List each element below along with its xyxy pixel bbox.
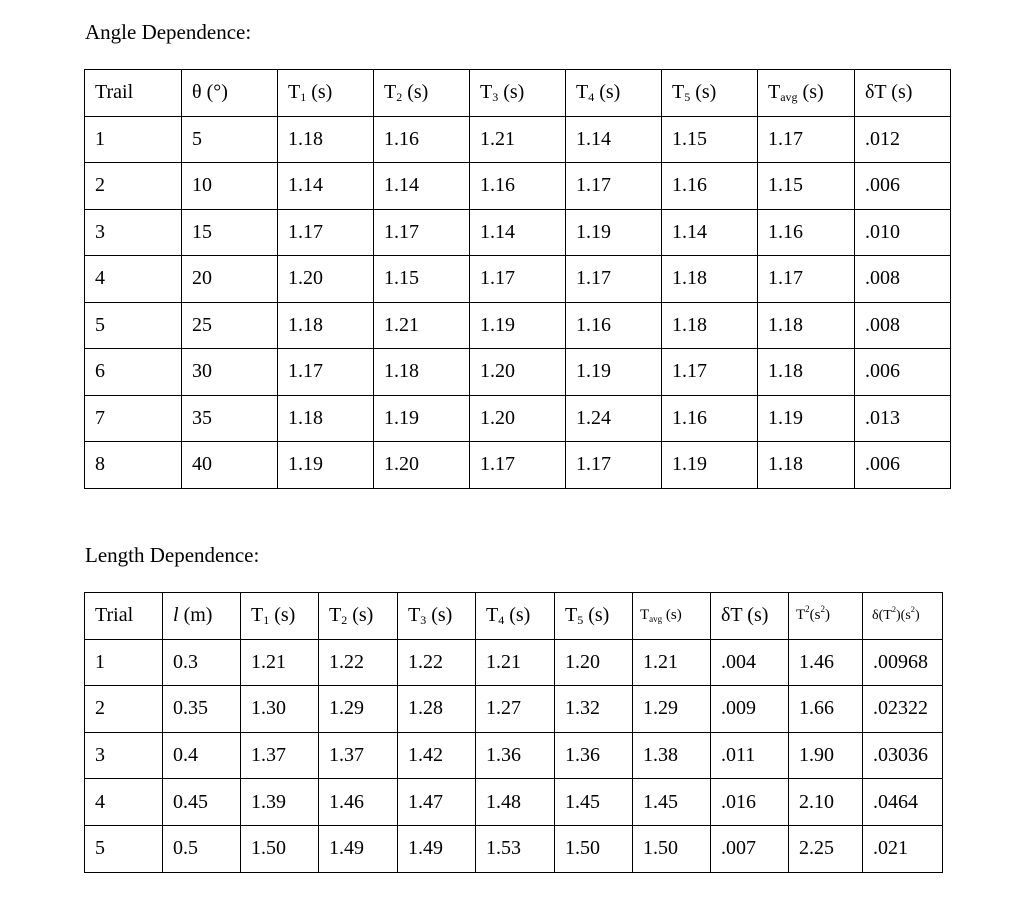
header-superscript: 2 [805, 604, 810, 615]
table-cell: 1.19 [566, 349, 662, 396]
table-cell: 1.45 [633, 779, 711, 826]
header-unit: (s) [347, 604, 374, 627]
table-row [85, 686, 943, 733]
table-cell: 1.20 [470, 349, 566, 396]
header-subscript: 5 [684, 90, 691, 105]
table-cell: 1.19 [662, 442, 758, 489]
table-cell: 1.37 [241, 732, 319, 779]
header-text: T [480, 81, 493, 104]
table-row [85, 779, 943, 826]
table-cell: 1.19 [566, 209, 662, 256]
column-header [319, 593, 398, 640]
table-cell: 1.29 [319, 686, 398, 733]
table-cell: .006 [855, 163, 951, 210]
table-cell: 1.18 [278, 116, 374, 163]
table-cell: 1.46 [789, 639, 863, 686]
header-text: T [408, 604, 421, 627]
table-cell: 10 [182, 163, 278, 210]
column-header [241, 593, 319, 640]
length-dependence-table [84, 592, 943, 873]
table-row [85, 732, 943, 779]
table-cell: 1.42 [398, 732, 476, 779]
column-header [555, 593, 633, 640]
header-subscript: avg [649, 614, 663, 625]
table-row [85, 302, 951, 349]
table-cell: 1.46 [319, 779, 398, 826]
table-row [85, 209, 951, 256]
column-header [85, 593, 163, 640]
table-cell: 1.14 [662, 209, 758, 256]
header-text: (s [809, 607, 821, 624]
column-header [855, 70, 951, 117]
table-cell: 1 [85, 116, 182, 163]
table-cell: 1.16 [374, 116, 470, 163]
header-text: δ(T [872, 607, 892, 623]
header-symbol: l [173, 604, 179, 627]
table-cell: 20 [182, 256, 278, 303]
table-cell: 1.39 [241, 779, 319, 826]
angle-header-row [85, 70, 951, 117]
angle-dependence-title: Angle Dependence: [85, 20, 252, 44]
table-cell: 1.17 [566, 256, 662, 303]
column-header [374, 70, 470, 117]
table-cell: 1.21 [476, 639, 555, 686]
table-cell: 1.20 [374, 442, 470, 489]
table-cell: 1.16 [662, 163, 758, 210]
table-row [85, 163, 951, 210]
table-cell: 1.15 [758, 163, 855, 210]
header-unit: ) [914, 607, 920, 623]
header-unit: (s) [504, 604, 531, 627]
table-cell: 1.18 [278, 395, 374, 442]
column-header [633, 593, 711, 640]
header-text: T [768, 81, 781, 104]
table-cell: 1.14 [374, 163, 470, 210]
header-text: δT (s) [865, 81, 913, 104]
column-header [711, 593, 789, 640]
table-cell: 1.19 [278, 442, 374, 489]
header-subscript: 3 [492, 90, 499, 105]
table-cell: 3 [85, 732, 163, 779]
header-superscript: 2 [910, 604, 915, 614]
header-text: T [640, 607, 650, 624]
column-header [398, 593, 476, 640]
table-cell: 1.90 [789, 732, 863, 779]
table-cell: 1.16 [662, 395, 758, 442]
header-subscript: 4 [498, 613, 505, 628]
table-cell: 1.18 [662, 256, 758, 303]
column-header [163, 593, 241, 640]
table-cell: 1.18 [374, 349, 470, 396]
header-text: T [486, 604, 499, 627]
header-subscript: 5 [577, 613, 584, 628]
table-cell: 1.19 [374, 395, 470, 442]
table-cell: 1.45 [555, 779, 633, 826]
table-cell: 5 [85, 302, 182, 349]
table-cell: 1.36 [555, 732, 633, 779]
header-unit: (s) [402, 81, 429, 104]
table-cell: .00968 [863, 639, 943, 686]
header-text: Trial [95, 604, 134, 627]
table-cell: 4 [85, 256, 182, 303]
header-unit: (s) [594, 81, 621, 104]
angle-table-body [85, 116, 951, 488]
column-header [758, 70, 855, 117]
table-cell: 1.15 [374, 256, 470, 303]
table-cell: 1.37 [319, 732, 398, 779]
header-subscript: 3 [420, 613, 427, 628]
table-cell: 1.14 [566, 116, 662, 163]
table-cell: 1.17 [278, 209, 374, 256]
header-text: )(s [896, 607, 911, 623]
table-cell: .021 [863, 825, 943, 872]
column-header [662, 70, 758, 117]
table-cell: 2.10 [789, 779, 863, 826]
header-text: T [796, 607, 806, 624]
header-unit: (s) [690, 81, 717, 104]
table-cell: 1.24 [566, 395, 662, 442]
length-dependence-title: Length Dependence: [85, 543, 260, 567]
table-cell: .016 [711, 779, 789, 826]
header-subscript: 4 [588, 90, 595, 105]
table-cell: 1.14 [278, 163, 374, 210]
column-header [566, 70, 662, 117]
table-cell: 1.19 [470, 302, 566, 349]
table-cell: 1.28 [398, 686, 476, 733]
table-cell: 1.18 [278, 302, 374, 349]
table-cell: .008 [855, 256, 951, 303]
header-unit: (s) [269, 604, 296, 627]
table-cell: 1.27 [476, 686, 555, 733]
table-cell: 1.21 [470, 116, 566, 163]
table-cell: 1.20 [470, 395, 566, 442]
table-cell: .006 [855, 442, 951, 489]
table-cell: 15 [182, 209, 278, 256]
table-cell: .004 [711, 639, 789, 686]
header-unit: (s) [797, 81, 824, 104]
table-cell: 30 [182, 349, 278, 396]
table-cell: 1 [85, 639, 163, 686]
table-cell: 5 [85, 825, 163, 872]
table-cell: 7 [85, 395, 182, 442]
table-row [85, 639, 943, 686]
table-cell: .012 [855, 116, 951, 163]
table-cell: 1.22 [398, 639, 476, 686]
table-cell: 1.17 [758, 116, 855, 163]
header-text: T [288, 81, 301, 104]
table-cell: 1.14 [470, 209, 566, 256]
table-cell: 1.18 [758, 442, 855, 489]
header-unit: (s) [662, 607, 682, 624]
table-cell: 2.25 [789, 825, 863, 872]
table-cell: 1.20 [278, 256, 374, 303]
table-cell: .006 [855, 349, 951, 396]
header-unit: ) [825, 607, 831, 624]
table-cell: 1.50 [633, 825, 711, 872]
table-cell: 1.18 [758, 302, 855, 349]
length-table-body [85, 639, 943, 872]
table-cell: 35 [182, 395, 278, 442]
table-cell: 1.17 [662, 349, 758, 396]
table-cell: 1.18 [758, 349, 855, 396]
table-cell: 1.48 [476, 779, 555, 826]
table-cell: 1.17 [470, 256, 566, 303]
table-cell: 1.21 [374, 302, 470, 349]
header-text: T [576, 81, 589, 104]
table-cell: 25 [182, 302, 278, 349]
table-row [85, 442, 951, 489]
header-superscript: 2 [820, 604, 826, 615]
table-cell: 1.29 [633, 686, 711, 733]
table-cell: 1.50 [555, 825, 633, 872]
table-cell: 2 [85, 686, 163, 733]
table-cell: 1.17 [758, 256, 855, 303]
column-header [789, 593, 863, 640]
table-cell: .02322 [863, 686, 943, 733]
table-cell: 1.53 [476, 825, 555, 872]
header-subscript: 1 [300, 90, 307, 105]
table-cell: .009 [711, 686, 789, 733]
table-cell: 1.30 [241, 686, 319, 733]
column-header [85, 70, 182, 117]
table-cell: 0.3 [163, 639, 241, 686]
table-cell: 1.17 [374, 209, 470, 256]
header-unit: (m) [178, 604, 213, 627]
header-subscript: 2 [341, 613, 348, 628]
table-cell: 1.16 [470, 163, 566, 210]
table-cell: .010 [855, 209, 951, 256]
table-row [85, 825, 943, 872]
table-row [85, 395, 951, 442]
column-header [863, 593, 943, 640]
column-header [470, 70, 566, 117]
table-cell: 0.45 [163, 779, 241, 826]
header-subscript: avg [780, 90, 798, 105]
table-cell: 1.49 [398, 825, 476, 872]
table-cell: 1.50 [241, 825, 319, 872]
table-cell: 5 [182, 116, 278, 163]
table-cell: 1.20 [555, 639, 633, 686]
header-text: T [672, 81, 685, 104]
table-cell: .007 [711, 825, 789, 872]
table-cell: 1.16 [566, 302, 662, 349]
table-cell: 6 [85, 349, 182, 396]
table-cell: .03036 [863, 732, 943, 779]
table-cell: 1.17 [566, 442, 662, 489]
table-cell: 1.17 [566, 163, 662, 210]
table-cell: 1.17 [278, 349, 374, 396]
table-cell: 1.15 [662, 116, 758, 163]
table-cell: 1.49 [319, 825, 398, 872]
table-cell: 1.21 [241, 639, 319, 686]
header-text: Trail [95, 81, 134, 104]
header-superscript: 2 [891, 604, 896, 614]
header-subscript: 2 [396, 90, 403, 105]
table-row [85, 349, 951, 396]
table-cell: 1.38 [633, 732, 711, 779]
table-cell: 1.66 [789, 686, 863, 733]
header-unit: (s) [498, 81, 525, 104]
header-unit: (s) [426, 604, 453, 627]
header-subscript: 1 [263, 613, 270, 628]
header-text: T [384, 81, 397, 104]
header-text: θ (°) [192, 81, 228, 104]
table-cell: 8 [85, 442, 182, 489]
table-cell: 1.32 [555, 686, 633, 733]
header-text: T [329, 604, 342, 627]
table-cell: 1.21 [633, 639, 711, 686]
column-header [278, 70, 374, 117]
header-text: δT (s) [721, 604, 769, 627]
table-row [85, 256, 951, 303]
table-cell: 0.5 [163, 825, 241, 872]
table-cell: 0.4 [163, 732, 241, 779]
table-cell: 2 [85, 163, 182, 210]
table-cell: 1.22 [319, 639, 398, 686]
table-cell: 3 [85, 209, 182, 256]
table-cell: .011 [711, 732, 789, 779]
table-cell: 4 [85, 779, 163, 826]
table-cell: 1.16 [758, 209, 855, 256]
table-cell: 0.35 [163, 686, 241, 733]
table-cell: 1.47 [398, 779, 476, 826]
header-text: T [251, 604, 264, 627]
header-unit: (s) [306, 81, 333, 104]
table-row [85, 116, 951, 163]
length-header-row [85, 593, 943, 640]
table-cell: .008 [855, 302, 951, 349]
table-cell: 40 [182, 442, 278, 489]
header-unit: (s) [583, 604, 610, 627]
table-cell: 1.18 [662, 302, 758, 349]
header-text: T [565, 604, 578, 627]
column-header [182, 70, 278, 117]
table-cell: .013 [855, 395, 951, 442]
angle-dependence-table [84, 69, 951, 489]
table-cell: 1.36 [476, 732, 555, 779]
table-cell: 1.17 [470, 442, 566, 489]
table-cell: 1.19 [758, 395, 855, 442]
column-header [476, 593, 555, 640]
table-cell: .0464 [863, 779, 943, 826]
